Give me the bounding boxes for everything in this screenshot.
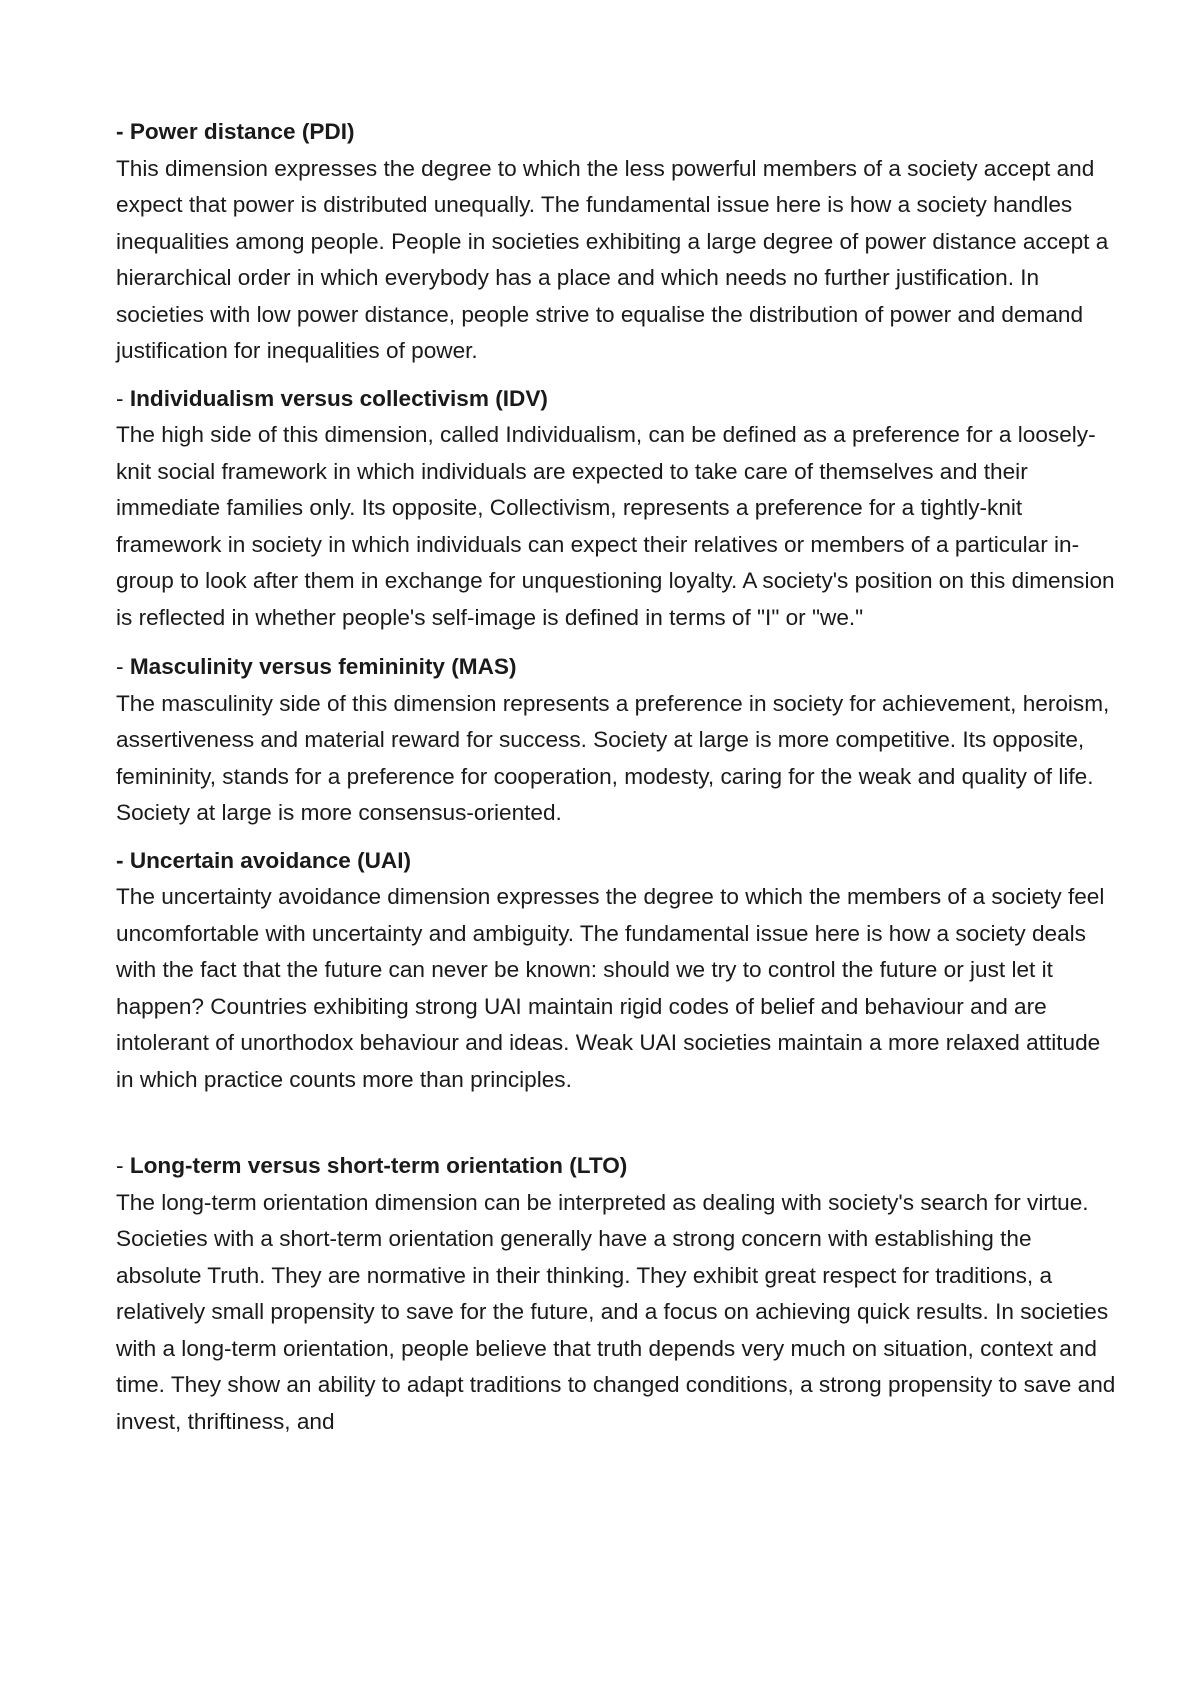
section-heading	[116, 381, 1116, 418]
section-heading	[116, 843, 1116, 880]
section-individualism	[116, 381, 1116, 637]
heading-dash: -	[116, 654, 130, 679]
heading-dash: -	[116, 385, 130, 411]
section-masculinity	[116, 649, 1116, 832]
section-body: The long-term orientation dimension can be interpreted as dealing with society's search for virtue. Societies with a short-term orientation generally have a strong concern with establishing the absolute Truth. They are normative in their thinking. They exhibit great respect for traditions, a relatively small propensity to save for the future, and a focus on achieving quick results. In societies with a long-term orientation, people believe that truth depends very much on situation, context and time. They show an ability to adapt traditions to changed conditions, a strong propensity to save and invest, thriftiness, and	[116, 1189, 1116, 1434]
section-body: The uncertainty avoidance dimension expresses the degree to which the members of a society feel uncomfortable with uncertainty and ambiguity. The fundamental issue here is how a society deals with the fact that the future can never be known: should we try to control the future or just let it happen? Countries exhibiting strong UAI maintain rigid codes of belief and behaviour and are intolerant of unorthodox behaviour and ideas. Weak UAI societies maintain a more relaxed attitude in which practice counts more than principles.	[116, 884, 1105, 1092]
section-body: The high side of this dimension, called Individualism, can be defined as a preference for a loosely-knit social framework in which individuals are expected to take care of themselves and their immediate families only. Its opposite, Collectivism, represents a preference for a tightly-knit framework in society in which individuals can expect their relatives or members of a particular in-group to look after them in exchange for unquestioning loyalty. A society's position on this dimension is reflected in whether people's self-image is defined in terms of "I" or "we."	[116, 422, 1115, 630]
section-heading	[116, 1148, 1116, 1185]
section-power-distance	[116, 114, 1116, 370]
section-heading	[116, 114, 1116, 151]
section-long-term-orientation	[116, 1148, 1116, 1440]
section-body: This dimension expresses the degree to which the less powerful members of a society accept and expect that power is distributed unequally. The fundamental issue here is how a society handles inequalities among people. People in societies exhibiting a large degree of power distance accept a hierarchical order in which everybody has a place and which needs no further justification. In societies with low power distance, people strive to equalise the distribution of power and demand justification for inequalities of power.	[116, 155, 1109, 363]
heading-dash: -	[116, 119, 130, 144]
heading-dash: -	[116, 1153, 130, 1178]
heading-title: Long-term versus short-term orientation (LTO)	[129, 1153, 628, 1178]
heading-dash: -	[116, 847, 130, 873]
heading-title: Power distance (PDI)	[129, 119, 355, 144]
section-uncertainty-avoidance	[116, 843, 1116, 1099]
document-page	[116, 114, 1116, 1440]
section-body: The masculinity side of this dimension represents a preference in society for achievement, heroism, assertiveness and material reward for success. Society at large is more competitive. Its opposite, femininity, stands for a preference for cooperation, modesty, caring for the weak and quality of life. Society at large is more consensus-oriented.	[116, 690, 1110, 825]
section-heading	[116, 649, 1116, 686]
heading-title: Masculinity versus femininity (MAS)	[129, 654, 517, 679]
heading-title: Individualism versus collectivism (IDV)	[129, 385, 548, 411]
heading-title: Uncertain avoidance (UAI)	[129, 847, 412, 873]
